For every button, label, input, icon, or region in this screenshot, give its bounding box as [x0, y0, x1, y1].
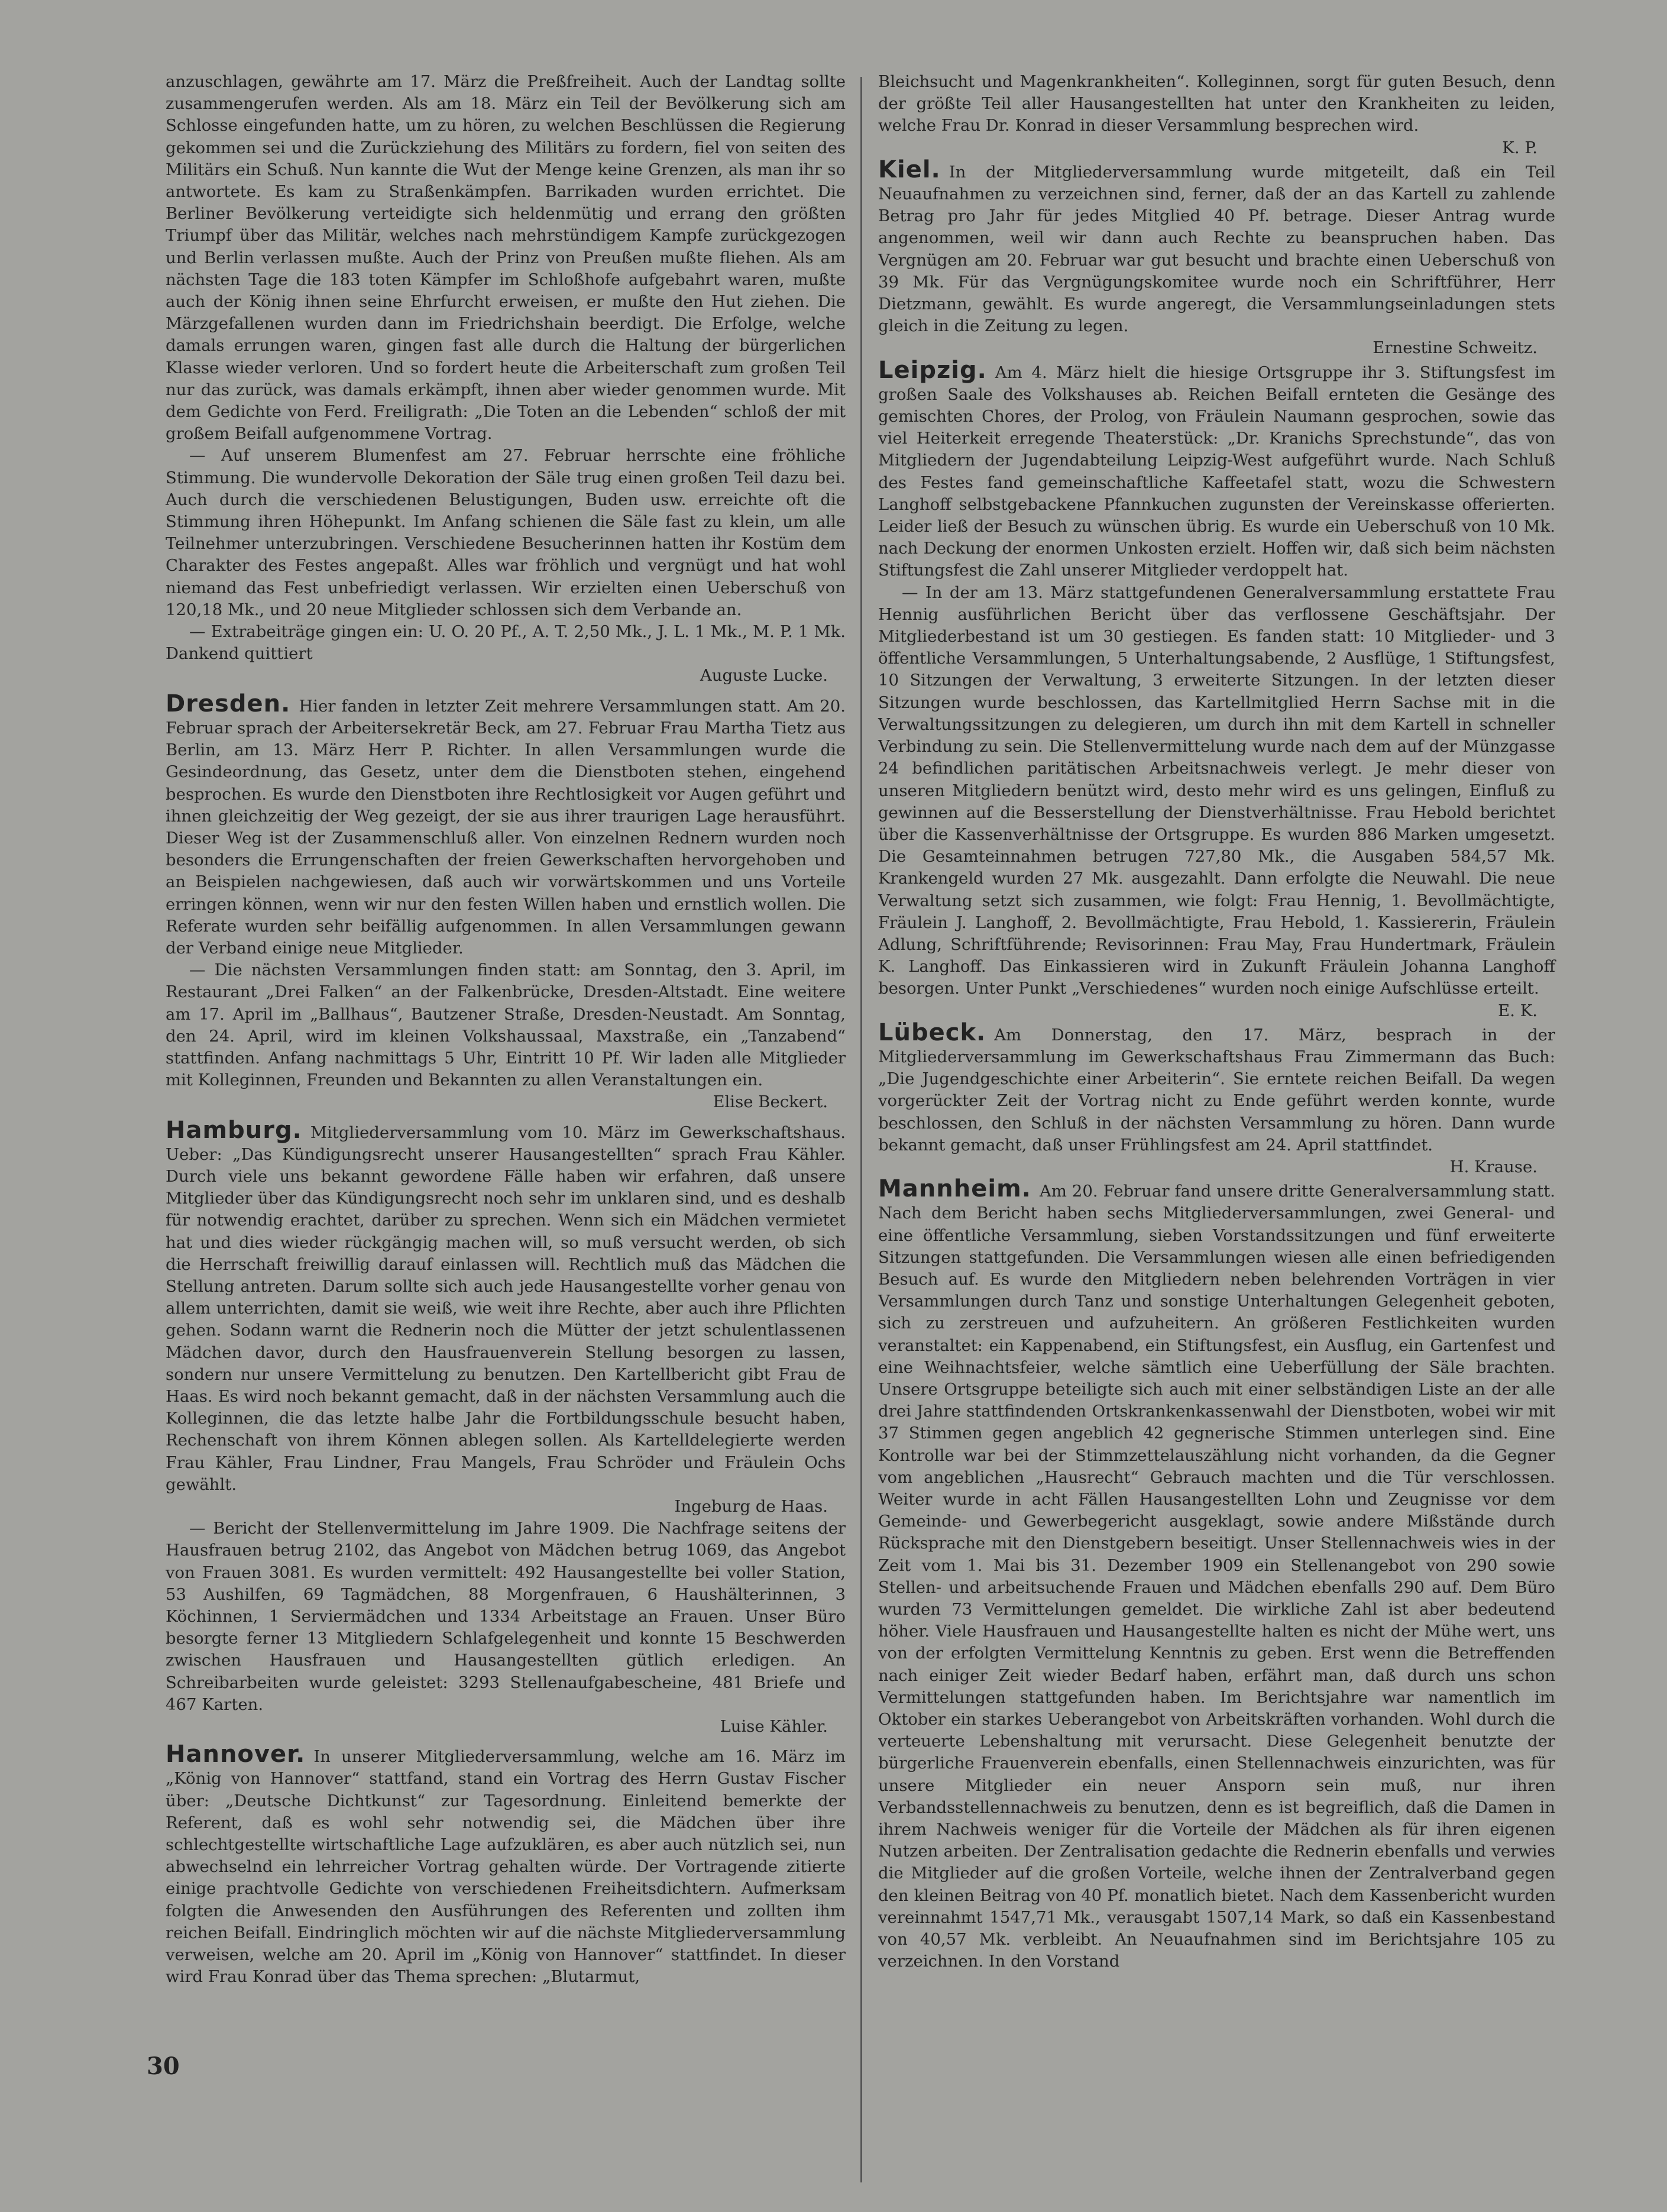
signature: K. P. [1502, 138, 1537, 157]
city-heading: Hamburg. [166, 1116, 302, 1144]
signature: Luise Kähler. [720, 1717, 828, 1736]
article-paragraph: — Bericht der Stellenvermittelung im Jahre 1909. Die Nachfrage seitens der Hausfrauen betrug 2102, das Angebot von Mädchen betrug 1069, das Angebot von Frauen 3081. Es wurden vermittelt: 492 Hausangestellte bei voller Station, 53 Aushilfen, 69 Tagmädchen, 88 Morgenfrauen, 6 Haushälterinnen, 3 Köchinnen, 1 Serviermädchen und 1334 Arbeitstage an Frauen. Unser Büro besorgte ferner 13 Mitgliedern Schlafgelegenheit und konnte 15 Beschwerden zwischen Hausfrauen und Hausangestellten gütlich erledigen. An Schreibarbeiten wurde geleistet: 3293 Stellenaufgabescheine, 481 Briefe und 467 Karten. [166, 1519, 846, 1714]
column-divider [860, 77, 862, 2182]
city-heading: Leipzig. [878, 356, 987, 384]
city-heading: Hannover. [166, 1741, 306, 1768]
article-text: Am Donnerstag, den 17. März, besprach in der Mitgliederversammlung im Gewerkschaftshaus Frau Zimmermann das Buch: „Die Jugendgeschichte einer Arbeiterin“. Sie erntete reichen Beifall. Da wegen vorgerückter Zeit der Vortrag nicht zu Ende geführt werden konnte, wurde beschlossen, den Schluß in der nächsten Versammlung zu hören. Dann wurde bekannt gemacht, daß unser Frühlingsfest am 24. April stattfindet. [878, 1025, 1555, 1154]
city-heading: Dresden. [166, 690, 291, 717]
article-hannover [166, 1741, 846, 1988]
article-mannheim [878, 1175, 1555, 1972]
article-luebeck [878, 1018, 1555, 1156]
signature: Ingeburg de Haas. [674, 1497, 828, 1516]
signature: Auguste Lucke. [700, 666, 828, 685]
article-text: In unserer Mitgliederversammlung, welche am 16. März im „König von Hannover“ stattfand, stand ein Vortrag des Herrn Gustav Fischer über: „Deutsche Dichtkunst“ zur Tagesordnung. Einleitend bemerkte der Referent, daß es wohl sehr notwendig sei, die Mädchen über ihre schlechtgestellte wirtschaftliche Lage aufzuklären, es aber auch nützlich sei, nun abwechselnd ein lehrreicher Vortrag gehalten würde. Der Vortragende zitierte einige prachtvolle Gedichte von verschiedenen Freiheitsdichtern. Aufmerksam folgten die Anwesenden den Ausführungen des Referenten und zollten ihm reichen Beifall. Eindringlich möchten wir auf die nächste Mitgliederversammlung verweisen, welche am 20. April im „König von Hannover“ stattfindet. In dieser wird Frau Konrad über das Thema sprechen: „Blutarmut, [166, 1747, 846, 1987]
article-text: Am 4. März hielt die hiesige Ortsgruppe ihr 3. Stiftungsfest im großen Saale des Volkshauses ab. Reichen Beifall ernteten die Gesänge des gemischten Chores, der Prolog, von Fräulein Naumann gesprochen, sowie das viel Heiterkeit erregende Theaterstück: „Dr. Kranichs Sprechstunde“, das von Mitgliedern der Jugendabteilung Leipzig-West aufgeführt wurde. Nach Schluß des Festes fand gemeinschaftliche Kaffeetafel statt, wozu die Schwestern Langhoff selbstgebackene Pfannkuchen zugunsten der Vereinskasse offerierten. Leider ließ der Besuch zu wünschen übrig. Es wurde ein Ueberschuß von 10 Mk. nach Deckung der enormen Unkosten erzielt. Hoffen wir, daß sich beim nächsten Stiftungsfest die Zahl unserer Mitglieder verdoppelt hat. [878, 363, 1555, 580]
page-number: 30 [147, 2052, 180, 2080]
city-heading: Mannheim. [878, 1175, 1031, 1203]
article-paragraph: anzuschlagen, gewährte am 17. März die Preßfreiheit. Auch der Landtag sollte zusammengerufen werden. Als am 18. März ein Teil der Bevölkerung sich am Schlosse eingefunden hatte, um zu hören, zu welchen Beschlüssen die Regierung gekommen sei und die Zurückziehung des Militärs zu fordern, fiel von seiten des Militärs ein Schuß. Nun kannte die Wut der Menge keine Grenzen, als man ihr so antwortete. Es kam zu Straßenkämpfen. Barrikaden wurden errichtet. Die Berliner Bevölkerung verteidigte sich heldenmütig und errang den größten Triumpf über das Militär, welches nach mehrstündigem Kampfe zurückgezogen und Berlin verlassen mußte. Auch der Prinz von Preußen mußte fliehen. Als am nächsten Tage die 183 toten Kämpfer im Schloßhofe aufgebahrt waren, mußte auch der König ihnen seine Ehrfurcht erweisen, er mußte den Hut ziehen. Die Märzgefallenen wurden dann im Friedrichshain beerdigt. Die Erfolge, welche damals errungen waren, gingen fast alle durch die Haltung der bürgerlichen Klasse wieder verloren. Und so fordert heute die Arbeiterschaft zum großen Teil nur das zurück, was damals erkämpft, ihnen aber wieder genommen wurde. Mit dem Gedichte von Ferd. Freiligrath: „Die Toten an die Lebenden“ schloß der mit großem Beifall aufgenommene Vortrag. [166, 72, 846, 444]
signature: Ernestine Schweitz. [1373, 338, 1537, 358]
article-paragraph: — Auf unserem Blumenfest am 27. Februar herrschte eine fröhliche Stimmung. Die wundervolle Dekoration der Säle trug einen großen Teil dazu bei. Auch durch die verschiedenen Belustigungen, Buden usw. erreichte oft die Stimmung ihren Höhepunkt. Im Anfang schienen die Säle fast zu klein, um alle Teilnehmer unterzubringen. Verschiedene Besucherinnen hatten ihr Kostüm dem Charakter des Festes angepaßt. Alles war fröhlich und vergnügt und hat wohl niemand das Fest unbefriedigt verlassen. Wir erzielten einen Ueberschuß von 120,18 Mk., und 20 neue Mitglieder schlossen sich dem Verbande an. [166, 446, 846, 619]
city-heading: Lübeck. [878, 1018, 986, 1046]
article-hamburg [166, 1116, 846, 1496]
article-dresden [166, 690, 846, 959]
city-heading: Kiel. [878, 156, 941, 183]
signature: H. Krause. [1449, 1157, 1537, 1176]
article-text: Mitgliederversammlung vom 10. März im Gewerkschaftshaus. Ueber: „Das Kündigungsrecht unserer Hausangestellten“ sprach Frau Kähler. Durch viele uns bekannt gewordene Fälle haben wir erfahren, daß unsere Mitglieder über das Kündigungsrecht noch sehr im unklaren sind, und es deshalb für notwendig erachtet, darüber zu sprechen. Wenn sich ein Mädchen vermietet hat und dies wieder rückgängig machen will, so muß versucht werden, ob sich die Herrschaft freiwillig darauf einlassen will. Rechtlich muß das Mädchen die Stellung antreten. Darum sollte sich auch jede Hausangestellte vorher genau von allem unterrichten, damit sie weiß, wie weit ihre Rechte, aber auch ihre Pflichten gehen. Sodann warnt die Rednerin noch die Mütter der jetzt schulentlassenen Mädchen davor, durch den Hausfrauenverein Stellung besorgen zu lassen, sondern nur unsere Vermittelung zu benutzen. Den Kartellbericht gibt Frau de Haas. Es wird noch bekannt gemacht, daß in der nächsten Versammlung auch die Kolleginnen, die das letzte halbe Jahr die Fortbildungsschule besucht haben, Rechenschaft von ihrem Können ablegen sollen. Als Kartelldelegierte werden Frau Kähler, Frau Lindner, Frau Mangels, Frau Schröder und Fräulein Ochs gewählt. [166, 1123, 846, 1494]
article-text: In der Mitgliederversammlung wurde mitgeteilt, daß ein Teil Neuaufnahmen zu verzeichnen sind, ferner, daß der an das Kartell zu zahlende Betrag pro Jahr für jedes Mitglied 40 Pf. betrage. Dieser Antrag wurde angenommen, weil wir dann auch Rechte zu beanspruchen haben. Das Vergnügen am 20. Februar war gut besucht und brachte einen Ueberschuß von 39 Mk. Für das Vergnügungskomitee wurde noch ein Schriftführer, Herr Dietzmann, gewählt. Es wurde angeregt, die Versammlungseinladungen stets gleich in die Zeitung zu legen. [878, 162, 1555, 336]
signature: Elise Beckert. [713, 1092, 828, 1112]
article-paragraph: — In der am 13. März stattgefundenen Generalversammlung erstattete Frau Hennig ausführlichen Bericht über das verflossene Geschäftsjahr. Der Mitgliederbestand ist um 30 gestiegen. Es fanden statt: 10 Mitglieder- und 3 öffentliche Versammlungen, 5 Unterhaltungsabende, 2 Ausflüge, 1 Stiftungsfest, 10 Sitzungen der Verwaltung, 3 erweiterte Sitzungen. In der letzten dieser Sitzungen wurde beschlossen, das Kartellmitglied Herrn Sachse mit in die Verwaltungssitzungen zu delegieren, um durch ihn mit dem Kartell in schneller Verbindung zu sein. Die Stellenvermittelung wurde nach dem auf der Münzgasse 24 befindlichen paritätischen Arbeitsnachweis verlegt. Je mehr dieser von unseren Mitgliedern benützt wird, desto mehr wird es uns gelingen, Einfluß zu gewinnen auf die Besserstellung der Dienstverhältnisse. Frau Hebold berichtet über die Kassenverhältnisse der Ortsgruppe. Es wurden 886 Marken umgesetzt. Die Gesamteinnahmen betrugen 727,80 Mk., die Ausgaben 584,57 Mk. Krankengeld wurden 27 Mk. ausgezahlt. Dann erfolgte die Neuwahl. Die neue Verwaltung setzt sich zusammen, wie folgt: Frau Hennig, 1. Bevollmächtigte, Fräulein J. Langhoff, 2. Bevollmächtigte, Frau Hebold, 1. Kassiererin, Fräulein Adlung, Schriftführende; Revisorinnen: Frau May, Frau Hundertmark, Fräulein K. Langhoff. Das Einkassieren wird in Zukunft Fräulein Johanna Langhoff besorgen. Unter Punkt „Verschiedenes“ wurden noch einige Aufschlüsse erteilt. [878, 583, 1555, 998]
signature: E. K. [1498, 1001, 1537, 1020]
article-paragraph: — Extrabeiträge gingen ein: U. O. 20 Pf., A. T. 2,50 Mk., J. L. 1 Mk., M. P. 1 Mk. Dankend quittiert [166, 622, 846, 664]
article-text: Hier fanden in letzter Zeit mehrere Versammlungen statt. Am 20. Februar sprach der Arbeitersekretär Beck, am 27. Februar Frau Martha Tietz aus Berlin, am 13. März Herr P. Richter. In allen Versammlungen wurde die Gesindeordnung, das Gesetz, unter dem die Dienstboten stehen, eingehend besprochen. Es wurde den Dienstboten ihre Rechtlosigkeit vor Augen geführt und ihnen gleichzeitig der Weg gezeigt, der sie aus ihrer traurigen Lage herausführt. Dieser Weg ist der Zusammenschluß aller. Von einzelnen Rednern wurden noch besonders die Errungenschaften der freien Gewerkschaften hervorgehoben und an Beispielen nachgewiesen, daß auch wir vorwärtskommen und uns Vorteile erringen können, wenn wir nur den festen Willen haben und ernstlich wollen. Die Referate wurden sehr beifällig aufgenommen. In allen Versammlungen gewann der Verband einige neue Mitglieder. [166, 696, 846, 958]
article-paragraph: — Die nächsten Versammlungen finden statt: am Sonntag, den 3. April, im Restaurant „Drei Falken“ an der Falkenbrücke, Dresden-Altstadt. Eine weitere am 17. April im „Ballhaus“, Bautzener Straße, Dresden-Neustadt. Am Sonntag, den 24. April, wird im kleinen Volkshaussaal, Maxstraße, ein „Tanzabend“ stattfinden. Anfang nachmittags 5 Uhr, Eintritt 10 Pf. Wir laden alle Mitglieder mit Kolleginnen, Freunden und Bekannten zu allen Veranstaltungen ein. [166, 961, 846, 1090]
article-leipzig [878, 356, 1555, 582]
left-column [166, 71, 846, 1988]
article-kiel [878, 156, 1555, 338]
article-text: Am 20. Februar fand unsere dritte Generalversammlung statt. Nach dem Bericht haben sechs Mitgliederversammlungen, zwei General- und eine öffentliche Versammlung, sieben Vorstandssitzungen und fünf erweiterte Sitzungen stattgefunden. Die Versammlungen wiesen alle einen befriedigenden Besuch auf. Es wurde den Mitgliedern neben belehrenden Vorträgen in vier Versammlungen durch Tanz und sonstige Unterhaltungen Gelegenheit geboten, sich zu zerstreuen und aufzuheitern. An größeren Festlichkeiten wurden veranstaltet: ein Kappenabend, ein Stiftungsfest, ein Ausflug, ein Gartenfest und eine Weihnachtsfeier, welche sämtlich eine Ueberfüllung der Säle brachten. Unsere Ortsgruppe beteiligte sich auch mit einer selbständigen Liste an der alle drei Jahre stattfindenden Ortskrankenkassenwahl der Dienstboten, wobei wir mit 37 Stimmen gegen angeblich 42 gegnerische Stimmen unterlegen sind. Eine Kontrolle war bei der Stimmzettelauszählung nicht vorhanden, da die Gegner vom angeblichen „Hausrecht“ Gebrauch machten und die Tür verschlossen. Weiter wurde in acht Fällen Hausangestellten Lohn und Zeugnisse vor dem Gemeinde- und Gewerbegericht ausgeklagt, sowie andere Mißstände durch Rücksprache mit den Dienstgebern beseitigt. Unser Stellennachweis wies in der Zeit vom 1. Mai bis 31. Dezember 1909 ein Stellenangebot von 290 sowie Stellen- und arbeitsuchende Frauen und Mädchen ebenfalls 290 auf. Dem Büro wurden 73 Vermittelungen gemeldet. Die wirkliche Zahl ist aber bedeutend höher. Viele Hausfrauen und Hausangestellte halten es nicht der Mühe wert, uns von der erfolgten Vermittelung Kenntnis zu geben. Erst wenn die Betreffenden nach einiger Zeit wieder Bedarf haben, erfährt man, daß durch uns schon Vermittelungen stattgefunden haben. Im Berichtsjahre war namentlich im Oktober ein starkes Ueberangebot von Arbeitskräften vorhanden. Wohl durch die verteuerte Lebenshaltung mit verursacht. Diese Gelegenheit benutzte der bürgerliche Frauenverein ebenfalls, einen Stellennachweis einzurichten, was für unsere Mitglieder ein neuer Ansporn sein muß, nur ihren Verbandsstellennachweis zu benutzen, denn es ist begreiflich, daß die Damen in ihrem Nachweis weniger für die Vorteile der Mädchen als für ihren eigenen Nutzen arbeiten. Der Zentralisation gedachte die Rednerin ebenfalls und verwies die Mitglieder auf die großen Vorteile, welche ihnen der Zentralverband gegen den kleinen Beitrag von 40 Pf. monatlich bietet. Nach dem Kassenbericht wurden vereinnahmt 1547,71 Mk., verausgabt 1507,14 Mark, so daß ein Kassenbestand von 40,57 Mk. verbleibt. An Neuaufnahmen sind im Berichtsjahre 105 zu verzeichnen. In den Vorstand [878, 1182, 1555, 1971]
right-column [878, 71, 1555, 1972]
article-paragraph: Bleichsucht und Magenkrankheiten“. Kolleginnen, sorgt für guten Besuch, denn der größte Teil aller Hausangestellten hat unter den Krankheiten zu leiden, welche Frau Dr. Konrad in dieser Versammlung besprechen wird. [878, 72, 1555, 135]
